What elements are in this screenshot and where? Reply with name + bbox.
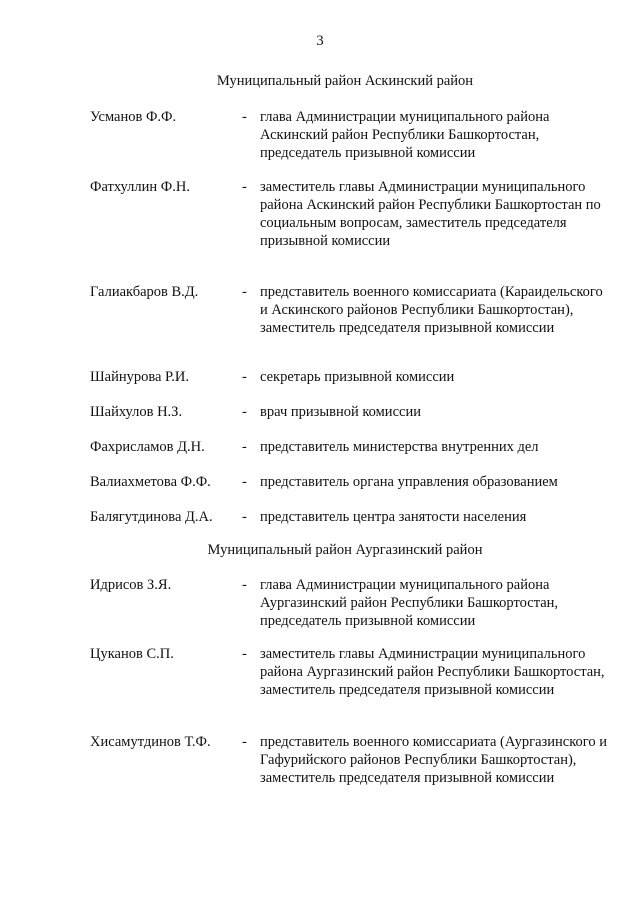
member-role: глава Администрации муниципального района Аургазинский район Республики Башкортостан, председатель призывной комиссии xyxy=(260,577,559,629)
member-role: врач призывной комиссии xyxy=(260,404,421,420)
member-dash: - xyxy=(242,109,247,125)
member-role: глава Администрации муниципального района Аскинский район Республики Башкортостан, председатель призывной комиссии xyxy=(260,109,550,161)
member-name: Цуканов С.П. xyxy=(90,646,174,662)
member-dash: - xyxy=(242,646,247,662)
section-heading-aurgazinsky: Муниципальный район Аургазинский район xyxy=(207,542,483,558)
member-name: Шайхулов Н.З. xyxy=(90,404,183,420)
member-name: Валиахметова Ф.Ф. xyxy=(90,474,211,490)
member-dash: - xyxy=(242,179,247,195)
member-dash: - xyxy=(242,509,247,525)
member-role: секретарь призывной комиссии xyxy=(260,369,455,385)
page-number: 3 xyxy=(316,33,324,49)
member-role: представитель военного комиссариата (Караидельского и Аскинского районов Республики Башкортостан), заместитель председателя призывной комиссии xyxy=(260,284,603,336)
member-name: Галиакбаров В.Д. xyxy=(90,284,199,300)
member-name: Фахрисламов Д.Н. xyxy=(90,439,205,455)
member-role: заместитель главы Администрации муниципального района Аургазинский район Республики Башкортостан, заместитель председателя призывной комиссии xyxy=(260,646,605,698)
member-dash: - xyxy=(242,474,247,490)
member-name: Усманов Ф.Ф. xyxy=(90,109,177,125)
member-name: Идрисов З.Я. xyxy=(90,577,172,593)
member-dash: - xyxy=(242,439,247,455)
member-name: Фатхуллин Ф.Н. xyxy=(90,179,190,195)
member-dash: - xyxy=(242,404,247,420)
member-role: представитель органа управления образованием xyxy=(260,474,558,490)
section-heading-askinsky: Муниципальный район Аскинский район xyxy=(216,73,474,89)
member-role: представитель министерства внутренних дел xyxy=(260,439,539,455)
member-dash: - xyxy=(242,734,247,750)
member-name: Шайнурова Р.И. xyxy=(90,369,190,385)
member-dash: - xyxy=(242,369,247,385)
member-dash: - xyxy=(242,577,247,593)
member-role: представитель военного комиссариата (Аургазинского и Гафурийского районов Республики Башкортостан), заместитель председателя призывной комиссии xyxy=(260,734,607,786)
member-role: представитель центра занятости населения xyxy=(260,509,527,525)
member-name: Хисамутдинов Т.Ф. xyxy=(90,734,211,750)
member-dash: - xyxy=(242,284,247,300)
member-name: Балягутдинова Д.А. xyxy=(90,509,213,525)
member-role: заместитель главы Администрации муниципального района Аскинский район Республики Башкортостан по социальным вопросам, заместитель председателя призывной комиссии xyxy=(260,179,601,249)
